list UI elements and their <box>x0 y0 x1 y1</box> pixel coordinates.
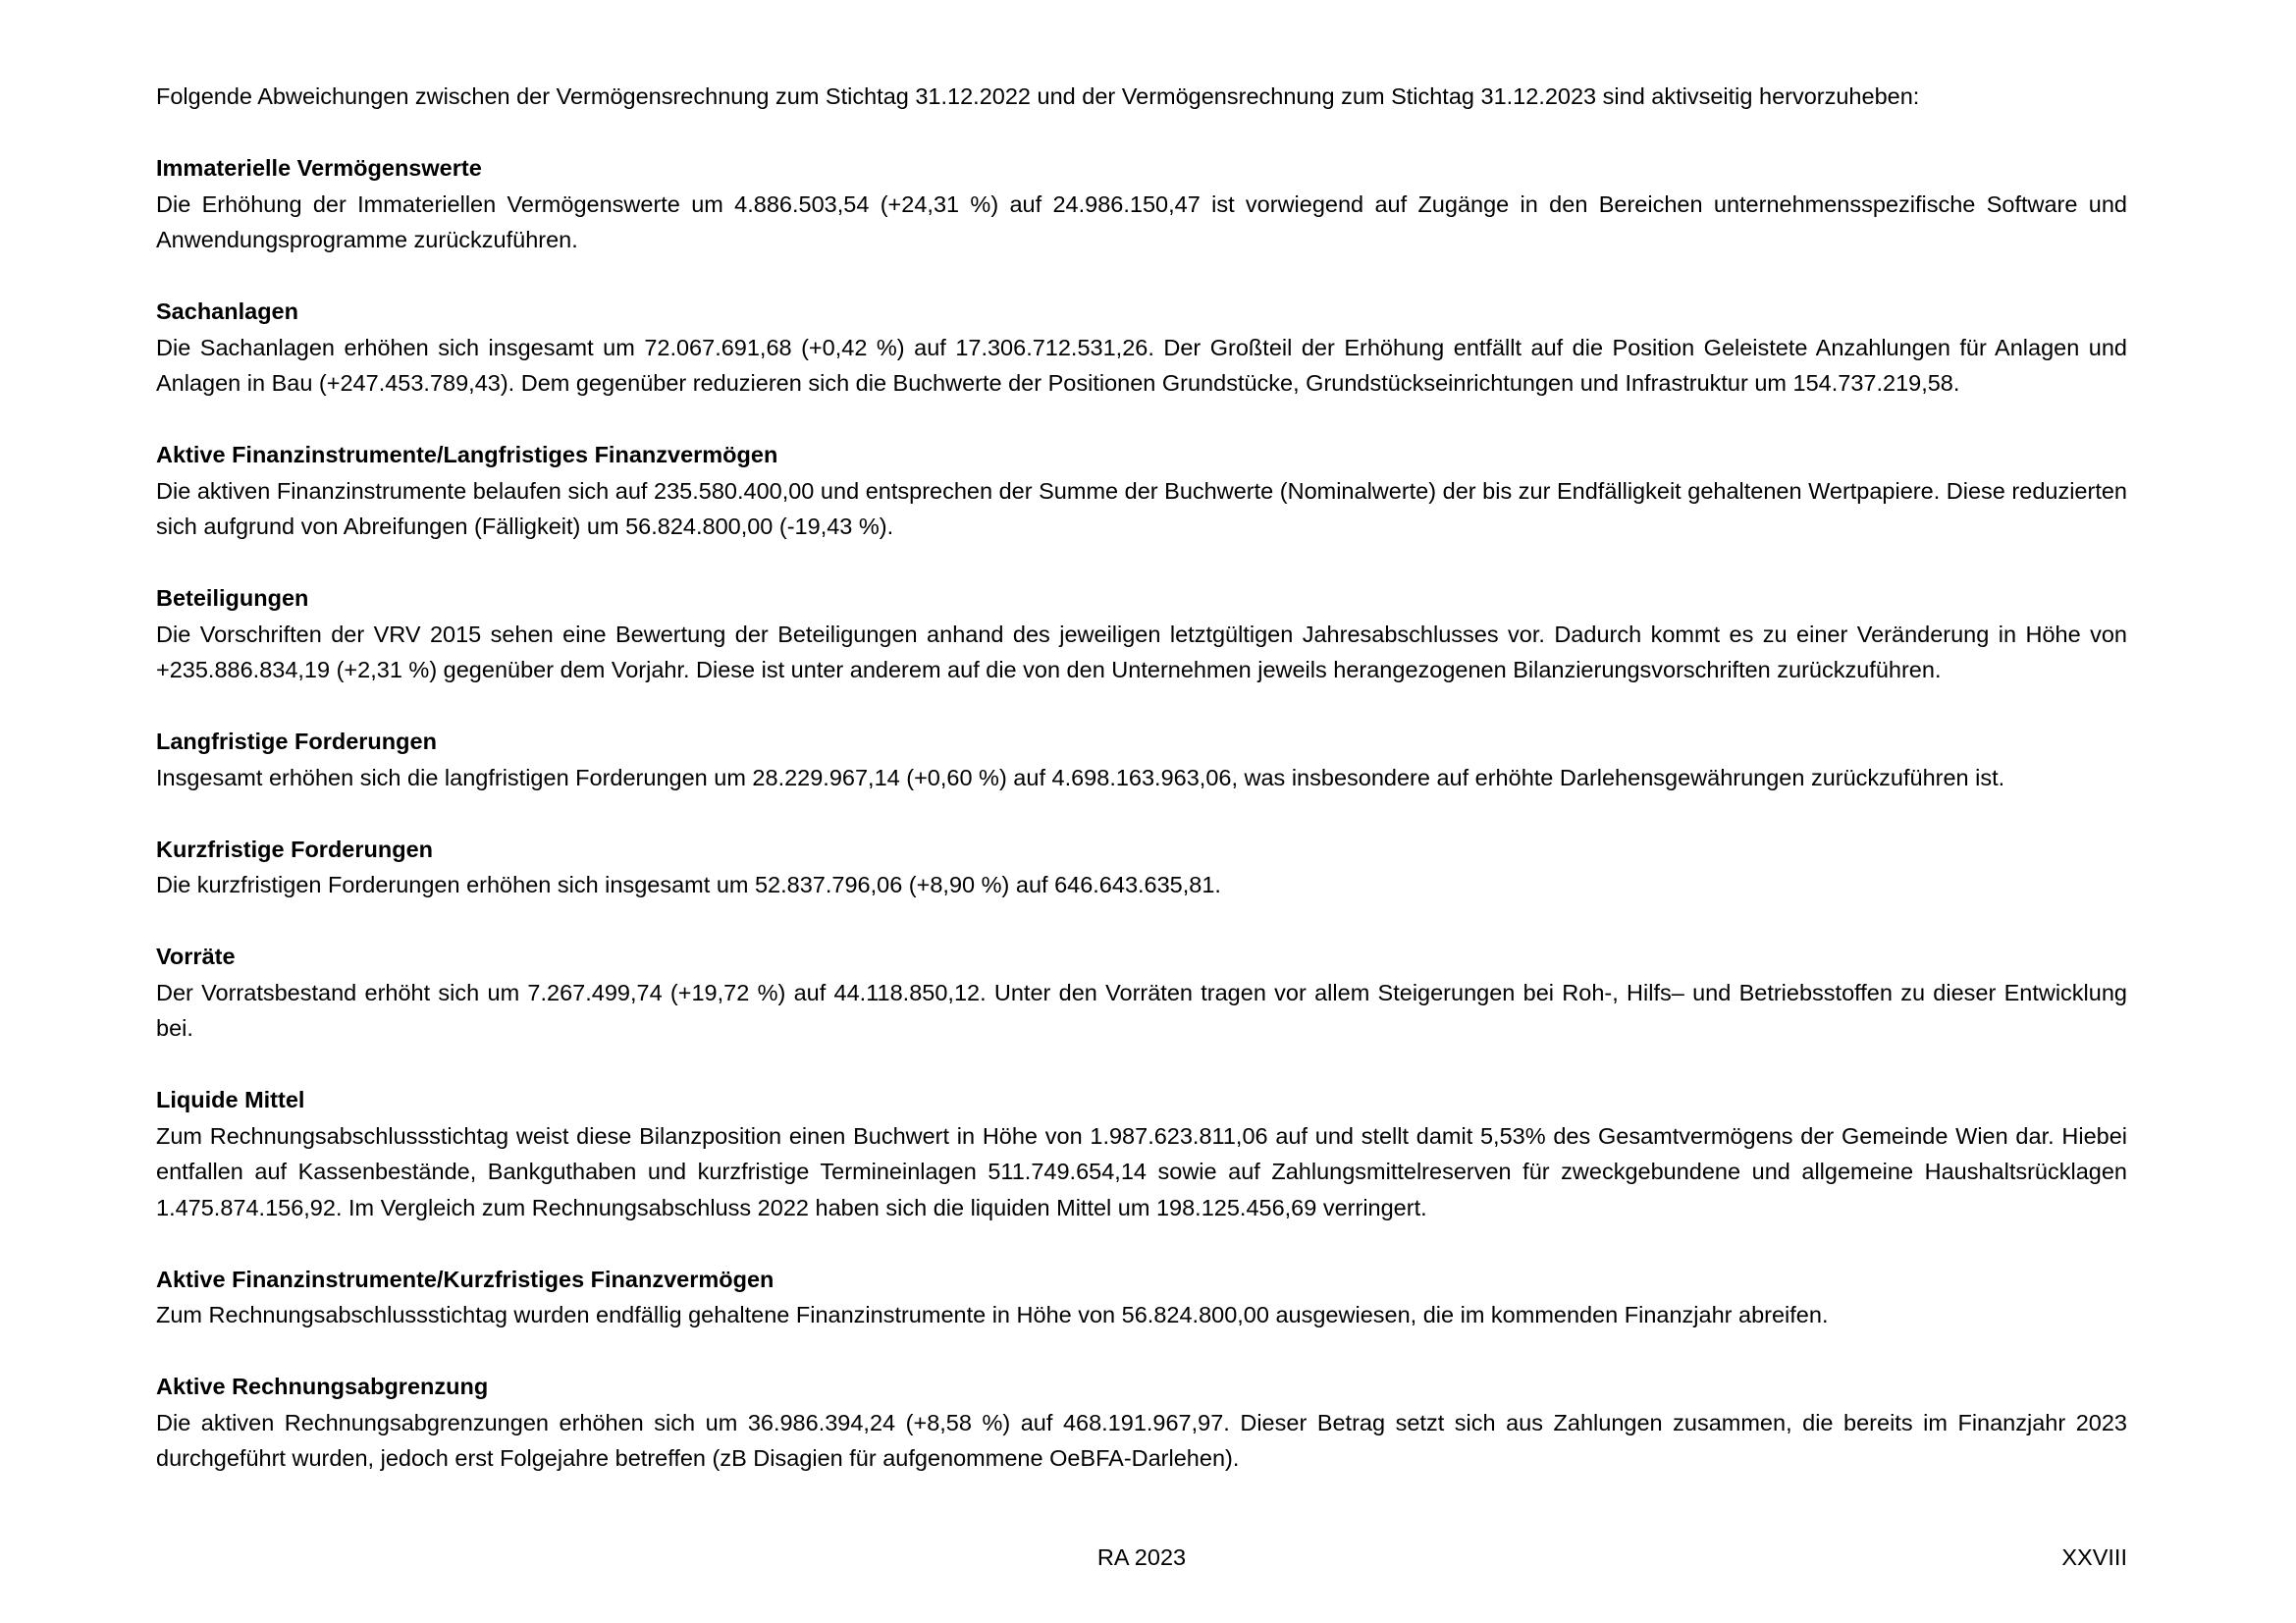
section-aktive-rechnungsabgrenzung <box>156 1369 2127 1477</box>
section-text: Die aktiven Rechnungsabgrenzungen erhöhen sich um 36.986.394,24 (+8,58 %) auf 468.191.967,97. Dieser Betrag setzt sich aus Zahlungen zusammen, die bereits im Finanzjahr 2023 durchgeführt wurden, jedoch erst Folgejahre betreffen (zB Disagien für aufgenommene OeBFA-Darlehen). <box>156 1409 2127 1471</box>
section-text: Die Vorschriften der VRV 2015 sehen eine Bewertung der Beteiligungen anhand des jeweiligen letztgültigen Jahresabschlusses vor. Dadurch kommt es zu einer Veränderung in Höhe von +235.886.834,19 (+2,31 %) gegenüber dem Vorjahr. Diese ist unter anderem auf die von den Unternehmen jeweils herangezogenen Bilanzierungsvorschriften zurückzuführen. <box>156 621 2127 682</box>
section-heading: Immaterielle Vermögenswerte <box>156 155 482 181</box>
section-kurzfristige-forderungen <box>156 832 2127 903</box>
section-beteiligungen <box>156 580 2127 688</box>
section-heading: Aktive Rechnungsabgrenzung <box>156 1374 489 1399</box>
section-heading: Kurzfristige Forderungen <box>156 836 434 862</box>
section-liquide-mittel <box>156 1082 2127 1225</box>
intro-paragraph: Folgende Abweichungen zwischen der Vermögensrechnung zum Stichtag 31.12.2022 und der Vermögensrechnung zum Stichtag 31.12.2023 sind aktivseitig hervorzuheben: <box>156 83 1920 109</box>
footer-report-label: RA 2023 <box>1096 1544 1187 1570</box>
section-text: Die aktiven Finanzinstrumente belaufen sich auf 235.580.400,00 und entsprechen der Summe der Buchwerte (Nominalwerte) der bis zur Endfälligkeit gehaltenen Wertpapiere. Diese reduzierten sich aufgrund von Abreifungen (Fälligkeit) um 56.824.800,00 (-19,43 %). <box>156 477 2127 539</box>
section-text: Die kurzfristigen Forderungen erhöhen sich insgesamt um 52.837.796,06 (+8,90 %) auf 646.643.635,81. <box>156 872 1221 897</box>
section-heading: Aktive Finanzinstrumente/Kurzfristiges Finanzvermögen <box>156 1266 774 1292</box>
section-heading: Aktive Finanzinstrumente/Langfristiges Finanzvermögen <box>156 442 778 467</box>
section-langfristiges-finanzvermoegen <box>156 437 2127 545</box>
document-page <box>156 79 2127 1512</box>
section-heading: Sachanlagen <box>156 298 298 324</box>
section-heading: Beteiligungen <box>156 585 309 611</box>
section-text: Der Vorratsbestand erhöht sich um 7.267.499,74 (+19,72 %) auf 44.118.850,12. Unter den Vorräten tragen vor allem Steigerungen bei Roh-, Hilfs– und Betriebsstoffen zu dieser Entwicklung bei. <box>156 979 2127 1041</box>
section-heading: Langfristige Forderungen <box>156 729 437 754</box>
section-vorraete <box>156 939 2127 1047</box>
section-sachanlagen <box>156 294 2127 402</box>
section-text: Die Erhöhung der Immateriellen Vermögenswerte um 4.886.503,54 (+24,31 %) auf 24.986.150,47 ist vorwiegend auf Zugänge in den Bereichen unternehmensspezifische Software und Anwendungsprogramme zurückzuführen. <box>156 190 2127 252</box>
section-text: Zum Rechnungsabschlussstichtag weist diese Bilanzposition einen Buchwert in Höhe von 1.987.623.811,06 auf und stellt damit 5,53% des Gesamtvermögens der Gemeinde Wien dar. Hiebei entfallen auf Kassenbestände, Bankguthaben und kurzfristige Termineinlagen 511.749.654,14 sowie auf Zahlungsmittelreserven für zweckgebundene und allgemeine Haushaltsrücklagen 1.475.874.156,92. Im Vergleich zum Rechnungsabschluss 2022 haben sich die liquiden Mittel um 198.125.456,69 verringert. <box>156 1122 2127 1220</box>
section-kurzfristiges-finanzvermoegen <box>156 1262 2127 1333</box>
section-text: Zum Rechnungsabschlussstichtag wurden endfällig gehaltene Finanzinstrumente in Höhe von 56.824.800,00 ausgewiesen, die im kommenden Finanzjahr abreifen. <box>156 1302 1829 1327</box>
section-langfristige-forderungen <box>156 724 2127 795</box>
section-heading: Vorräte <box>156 944 236 969</box>
section-text: Die Sachanlagen erhöhen sich insgesamt um 72.067.691,68 (+0,42 %) auf 17.306.712.531,26. Der Großteil der Erhöhung entfällt auf die Position Geleistete Anzahlungen für Anlagen und Anlagen in Bau (+247.453.789,43). Dem gegenüber reduzieren sich die Buchwerte der Positionen Grundstücke, Grundstückseinrichtungen und Infrastruktur um 154.737.219,58. <box>156 334 2127 396</box>
page-number: XXVIII <box>2061 1544 2127 1570</box>
section-heading: Liquide Mittel <box>156 1087 305 1112</box>
section-immaterielle-vermoegenswerte <box>156 150 2127 258</box>
section-text: Insgesamt erhöhen sich die langfristigen Forderungen um 28.229.967,14 (+0,60 %) auf 4.698.163.963,06, was insbesondere auf erhöhte Darlehensgewährungen zurückzuführen ist. <box>156 764 2005 790</box>
